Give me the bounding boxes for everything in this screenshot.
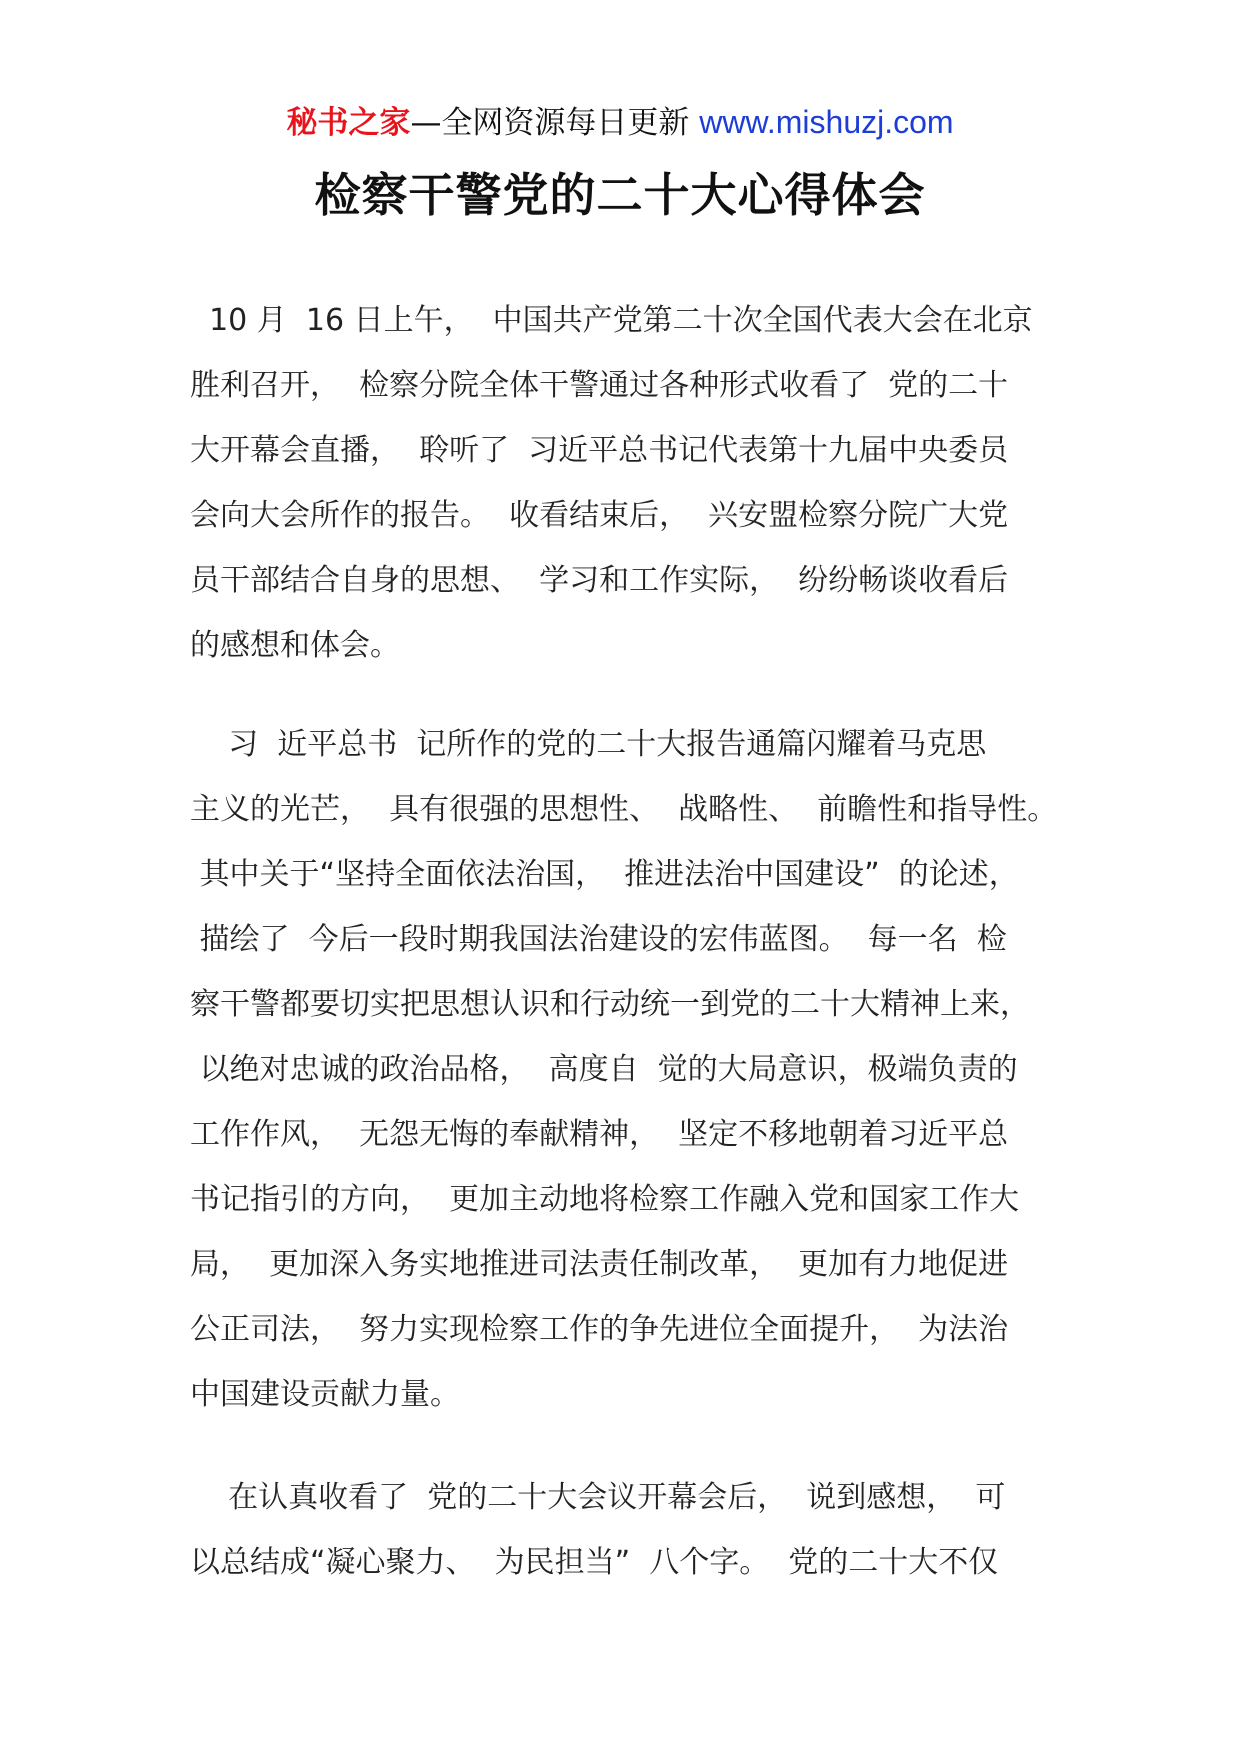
- paragraph-line: 其中关于“坚持全面依法治国， 推进法治中国建设” 的论述，: [190, 857, 1019, 892]
- paragraph-line: 察干警都要切实把思想认识和行动统一到党的二十大精神上来，: [190, 987, 1030, 1022]
- paragraph-2: [190, 712, 1058, 1427]
- paragraph-line: 的感想和体会。: [190, 628, 400, 663]
- document-title: 检察干警党的二十大心得体会: [314, 168, 926, 222]
- paragraph-line: 以总结成“凝心聚力、 为民担当” 八个字。 党的二十大不仅: [190, 1545, 999, 1580]
- paragraph-line: 在认真收看了 党的二十大会议开幕会后， 说到感想， 可: [190, 1480, 1006, 1515]
- paragraph-line: 中国建设贡献力量。: [190, 1377, 460, 1412]
- paragraph-line: 书记指引的方向， 更加主动地将检察工作融入党和国家工作大: [190, 1182, 1020, 1217]
- paragraph-line: 大开幕会直播， 聆听了 习近平总书记代表第十九届中央委员: [190, 433, 1009, 468]
- header-slogan: —全网资源每日更新: [410, 105, 690, 141]
- paragraph-line: 主义的光芒， 具有很强的思想性、 战略性、 前瞻性和指导性。: [190, 792, 1058, 827]
- brand-name: 秘书之家: [286, 105, 411, 141]
- paragraph-line: 胜利召开， 检察分院全体干警通过各种形式收看了 党的二十: [190, 368, 1009, 403]
- paragraph-line: 描绘了 今后一段时期我国法治建设的宏伟蓝图。 每一名 检: [190, 922, 1007, 957]
- site-url-link[interactable]: www.mishuzj.com: [699, 104, 954, 140]
- paragraph-1: [190, 288, 1050, 678]
- paragraph-line: 10 月 16 日上午， 中国共产党第二十次全国代表大会在北京: [190, 303, 1033, 338]
- site-header: [0, 100, 1240, 145]
- paragraph-line: 习 近平总书 记所作的党的二十大报告通篇闪耀着马克思: [190, 727, 987, 762]
- paragraph-3: [190, 1465, 1050, 1595]
- paragraph-line: 员干部结合自身的思想、 学习和工作实际， 纷纷畅谈收看后: [190, 563, 1009, 598]
- paragraph-line: 公正司法， 努力实现检察工作的争先进位全面提升， 为法治: [190, 1312, 1009, 1347]
- paragraph-line: 以绝对忠诚的政治品格， 高度自 觉的大局意识，极端负责的: [190, 1052, 1018, 1087]
- paragraph-line: 工作作风， 无怨无悔的奉献精神， 坚定不移地朝着习近平总: [190, 1117, 1009, 1152]
- paragraph-line: 局， 更加深入务实地推进司法责任制改革， 更加有力地促进: [190, 1247, 1009, 1282]
- paragraph-line: 会向大会所作的报告。 收看结束后， 兴安盟检察分院广大党: [190, 498, 1009, 533]
